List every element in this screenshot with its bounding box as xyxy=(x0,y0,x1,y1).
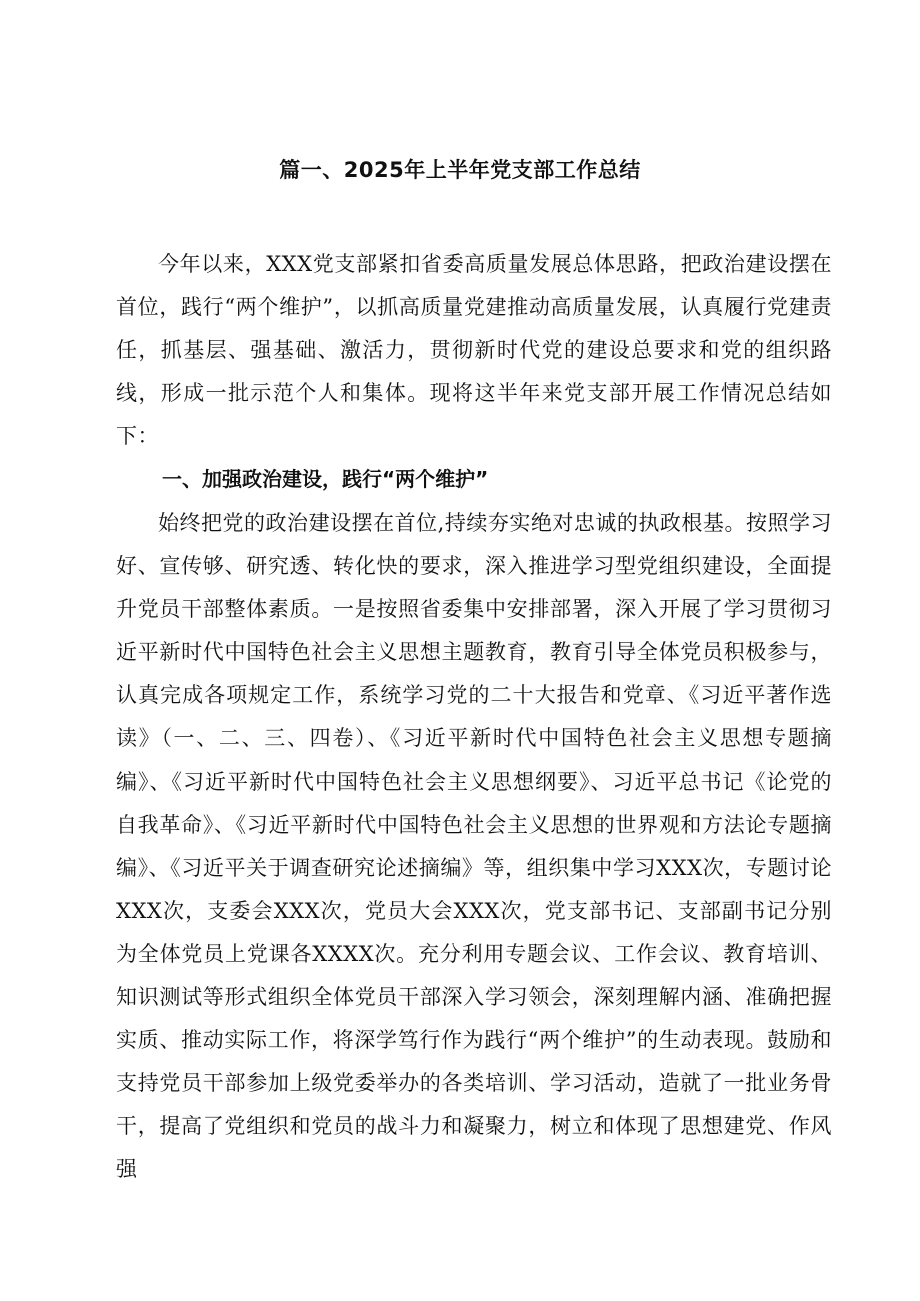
section-heading: 一、加强政治建设，践行“两个维护” xyxy=(162,467,489,491)
intro-paragraph: 今年以来，XXX党支部紧扣省委高质量发展总体思路，把政治建设摆在首位，践行“两个维护”，以抓高质量党建推动高质量发展，认真履行党建责任，抓基层、强基础、激活力，贯彻新时代党的建设总要求和党的组织路线，形成一批示范个人和集体。现将这半年来党支部开展工作情况总结如下： xyxy=(116,252,832,449)
section-body-paragraph: 始终把党的政治建设摆在首位,持续夯实绝对忠诚的执政根基。按照学习好、宣传够、研究透、转化快的要求，深入推进学习型党组织建设，全面提升党员干部整体素质。一是按照省委集中安排部署，深入开展了学习贯彻习近平新时代中国特色社会主义思想主题教育，教育引导全体党员积极参与，认真完成各项规定工作，系统学习党的二十大报告和党章、《习近平著作选读》（一、二、三、四卷）、《习近平新时代中国特色社会主义思想专题摘编》、《习近平新时代中国特色社会主义思想纲要》、习近平总书记《论党的自我革命》、《习近平新时代中国特色社会主义思想的世界观和方法论专题摘编》、《习近平关于调查研究论述摘编》等，组织集中学习XXX次，专题讨论XXX次，支委会XXX次，党员大会XXX次，党支部书记、支部副书记分别为全体党员上党课各XXXX次。充分利用专题会议、工作会议、教育培训、知识测试等形式组织全体党员干部深入学习领会，深刻理解内涵、准确把握实质、推动实际工作，将深学笃行作为践行“两个维护”的生动表现。鼓励和支持党员干部参加上级党委举办的各类培训、学习活动，造就了一批业务骨干，提高了党组织和党员的战斗力和凝聚力，树立和体现了思想建党、作风强 xyxy=(116,511,832,1182)
document-title: 篇一、2025年上半年党支部工作总结 xyxy=(279,158,641,182)
